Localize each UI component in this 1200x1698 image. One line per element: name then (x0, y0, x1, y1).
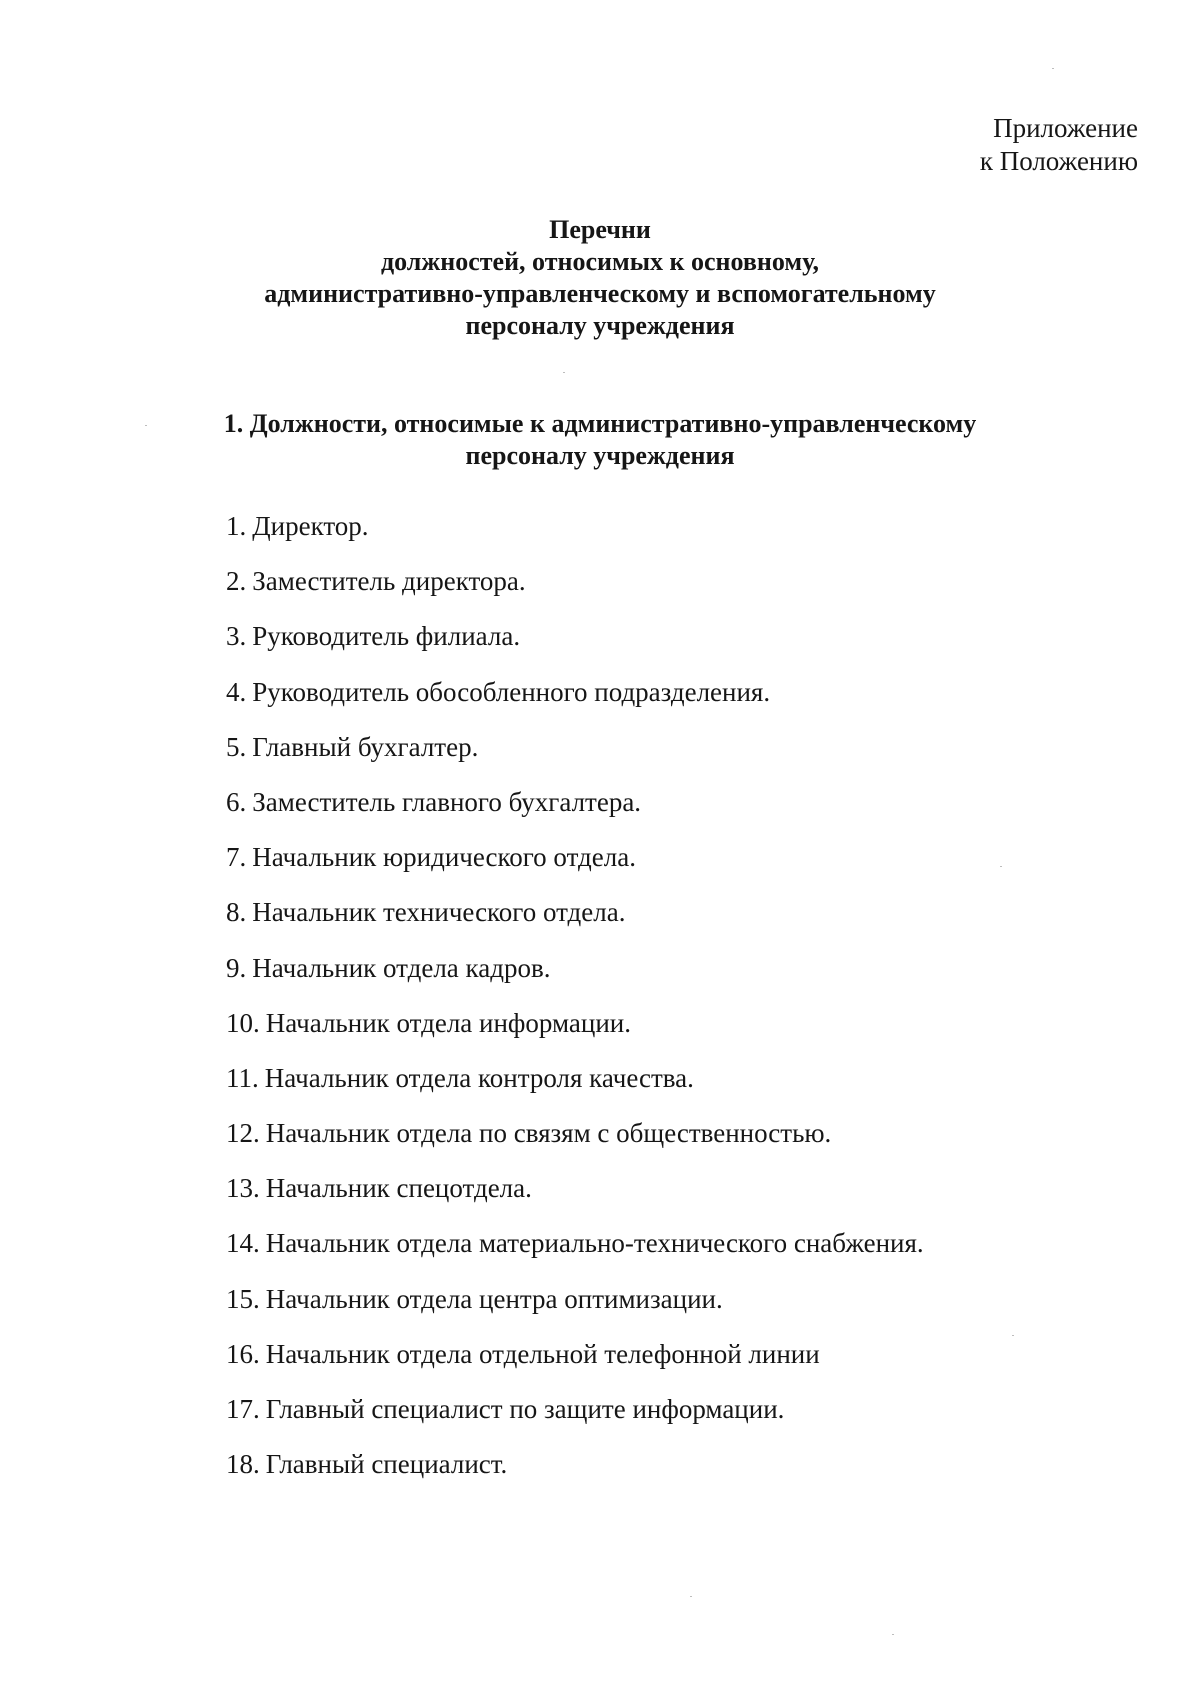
list-item (226, 1393, 924, 1448)
section-heading (0, 408, 1200, 472)
list-item (226, 1062, 924, 1117)
list-item (226, 896, 924, 951)
scan-speck (563, 372, 565, 373)
section-heading-line-1: 1. Должности, относимые к административно-управленческому (223, 409, 977, 438)
list-item-text: Начальник отдела кадров. (252, 952, 551, 983)
annex-line-1: Приложение (993, 113, 1138, 143)
list-item-number: 4. (226, 676, 247, 707)
title-line-2: должностей, относимых к основному, (381, 247, 819, 276)
list-item (226, 1172, 924, 1227)
list-item (226, 1338, 924, 1393)
list-item-number: 12. (226, 1118, 260, 1149)
list-item (226, 676, 924, 731)
list-item-text: Начальник отдела отдельной телефонной линии (265, 1338, 820, 1369)
list-item-text: Начальник отдела материально-технического снабжения. (265, 1228, 924, 1259)
list-item-text: Начальник отдела по связям с общественностью. (265, 1118, 832, 1149)
list-item-number: 18. (226, 1449, 260, 1480)
list-item (226, 1227, 924, 1282)
list-item (226, 565, 924, 620)
scan-speck (1012, 1335, 1014, 1336)
scan-speck (145, 425, 147, 426)
list-item (226, 1117, 924, 1172)
list-item-text: Заместитель директора. (252, 566, 526, 597)
scan-speck (892, 1634, 894, 1635)
list-item-number: 13. (226, 1173, 260, 1204)
list-item-text: Руководитель филиала. (252, 621, 521, 652)
list-item-number: 11. (226, 1062, 259, 1093)
list-item-number: 16. (226, 1338, 260, 1369)
list-item-text: Директор. (252, 511, 369, 541)
title-line-4: персоналу учреждения (465, 311, 735, 340)
list-item (226, 620, 924, 675)
list-item-number: 5. (226, 731, 247, 762)
list-item-number: 15. (226, 1283, 260, 1314)
title-line-1: Перечни (549, 215, 651, 244)
scan-speck (1000, 866, 1002, 867)
list-item (226, 1283, 924, 1338)
position-list (226, 510, 924, 1503)
list-item-text: Главный специалист по защите информации. (265, 1394, 785, 1424)
list-item-number: 10. (226, 1007, 260, 1038)
list-item-text: Начальник отдела контроля качества. (264, 1062, 694, 1093)
list-item-number: 3. (226, 621, 247, 652)
title-line-3: административно-управленческому и вспомогательному (264, 279, 936, 308)
list-item-number: 2. (226, 566, 247, 597)
list-item (226, 786, 924, 841)
list-item (226, 731, 924, 786)
annex-line-2: к Положению (979, 146, 1138, 176)
list-item-text: Начальник отдела информации. (265, 1007, 631, 1038)
list-item-number: 6. (226, 786, 247, 817)
list-item-text: Руководитель обособленного подразделения. (252, 676, 771, 707)
list-item-number: 7. (226, 842, 247, 873)
list-item-text: Начальник отдела центра оптимизации. (265, 1283, 723, 1314)
scan-speck (1052, 68, 1054, 69)
list-item-number: 9. (226, 952, 247, 983)
list-item-number: 1. (226, 511, 247, 541)
list-item-number: 14. (226, 1228, 260, 1259)
list-item (226, 952, 924, 1007)
section-heading-line-2: персоналу учреждения (465, 441, 735, 470)
list-item (226, 1007, 924, 1062)
list-item-text: Главный специалист. (265, 1449, 508, 1480)
list-item (226, 510, 924, 565)
list-item (226, 1448, 924, 1503)
list-item-text: Начальник юридического отдела. (252, 842, 636, 873)
list-item-text: Главный бухгалтер. (252, 731, 479, 762)
list-item-text: Начальник технического отдела. (252, 897, 626, 928)
scan-speck (690, 1596, 692, 1597)
list-item-text: Начальник спецотдела. (265, 1173, 532, 1204)
annex-reference (980, 112, 1138, 178)
document-title (0, 214, 1200, 342)
list-item-number: 8. (226, 897, 247, 928)
list-item-number: 17. (226, 1394, 260, 1424)
list-item-text: Заместитель главного бухгалтера. (252, 786, 642, 817)
list-item (226, 841, 924, 896)
